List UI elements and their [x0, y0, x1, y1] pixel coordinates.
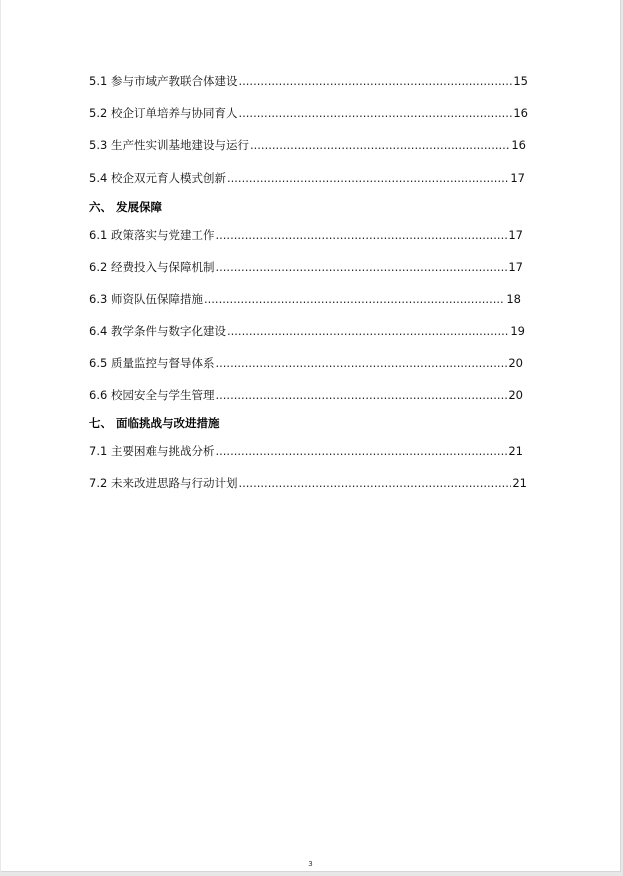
toc-entry-label: 7.2 未来改进思路与行动计划	[89, 476, 238, 490]
toc-entry-label: 5.4 校企双元育人模式创新	[89, 171, 226, 185]
toc-entry-5-3[interactable]	[89, 138, 526, 152]
toc-entry-6-6[interactable]	[89, 388, 523, 402]
toc-entry-page: 19	[510, 324, 525, 338]
toc-entry-6-4[interactable]	[89, 324, 525, 338]
toc-entry-page: 21	[508, 444, 523, 458]
page-number: 3	[308, 860, 313, 868]
toc-entry-page: 18	[506, 292, 521, 306]
toc-entry-page: 20	[508, 356, 523, 370]
toc-leader-dots	[238, 476, 511, 490]
toc-entry-page: 16	[513, 106, 528, 120]
toc-entry-page: 15	[513, 74, 528, 88]
toc-entry-label: 6.1 政策落实与党建工作	[89, 228, 215, 242]
toc-entry-label: 6.4 教学条件与数字化建设	[89, 324, 226, 338]
toc-entry-7-2[interactable]	[89, 476, 527, 490]
toc-entry-page: 17	[510, 171, 525, 185]
toc-entry-page: 21	[512, 476, 527, 490]
toc-entry-page: 17	[508, 260, 523, 274]
toc-leader-dots	[215, 444, 507, 458]
toc-entry-5-4[interactable]	[89, 171, 525, 185]
toc-entry-page: 16	[511, 138, 526, 152]
toc-leader-dots	[204, 292, 505, 306]
toc-entry-label: 6.5 质量监控与督导体系	[89, 356, 215, 370]
toc-leader-dots	[215, 260, 507, 274]
toc-leader-dots	[250, 138, 510, 152]
toc-entry-label: 6.3 师资队伍保障措施	[89, 292, 203, 306]
toc-leader-dots	[227, 324, 509, 338]
toc-entry-7-1[interactable]	[89, 444, 523, 458]
toc-leader-dots	[238, 106, 512, 120]
document-page	[1, 0, 621, 872]
toc-entry-6-3[interactable]	[89, 292, 521, 306]
toc-leader-dots	[215, 356, 507, 370]
toc-entry-page: 20	[508, 388, 523, 402]
toc-entry-6-1[interactable]	[89, 228, 523, 242]
toc-entry-label: 5.3 生产性实训基地建设与运行	[89, 138, 249, 152]
toc-entry-label: 6.6 校园安全与学生管理	[89, 388, 215, 402]
toc-entry-label: 6.2 经费投入与保障机制	[89, 260, 215, 274]
toc-entry-6-2[interactable]	[89, 260, 523, 274]
toc-entry-5-2[interactable]	[89, 106, 528, 120]
toc-section-heading-6[interactable]: 六、 发展保障	[89, 200, 163, 214]
toc-leader-dots	[238, 74, 512, 88]
toc-leader-dots	[227, 171, 509, 185]
toc-section-heading-7[interactable]: 七、 面临挑战与改进措施	[89, 416, 220, 430]
toc-leader-dots	[215, 228, 507, 242]
toc-entry-label: 5.2 校企订单培养与协同育人	[89, 106, 238, 120]
toc-leader-dots	[215, 388, 507, 402]
toc-entry-page: 17	[508, 228, 523, 242]
toc-entry-label: 7.1 主要困难与挑战分析	[89, 444, 215, 458]
toc-entry-5-1[interactable]	[89, 74, 528, 88]
toc-entry-6-5[interactable]	[89, 356, 523, 370]
toc-entry-label: 5.1 参与市域产教联合体建设	[89, 74, 238, 88]
